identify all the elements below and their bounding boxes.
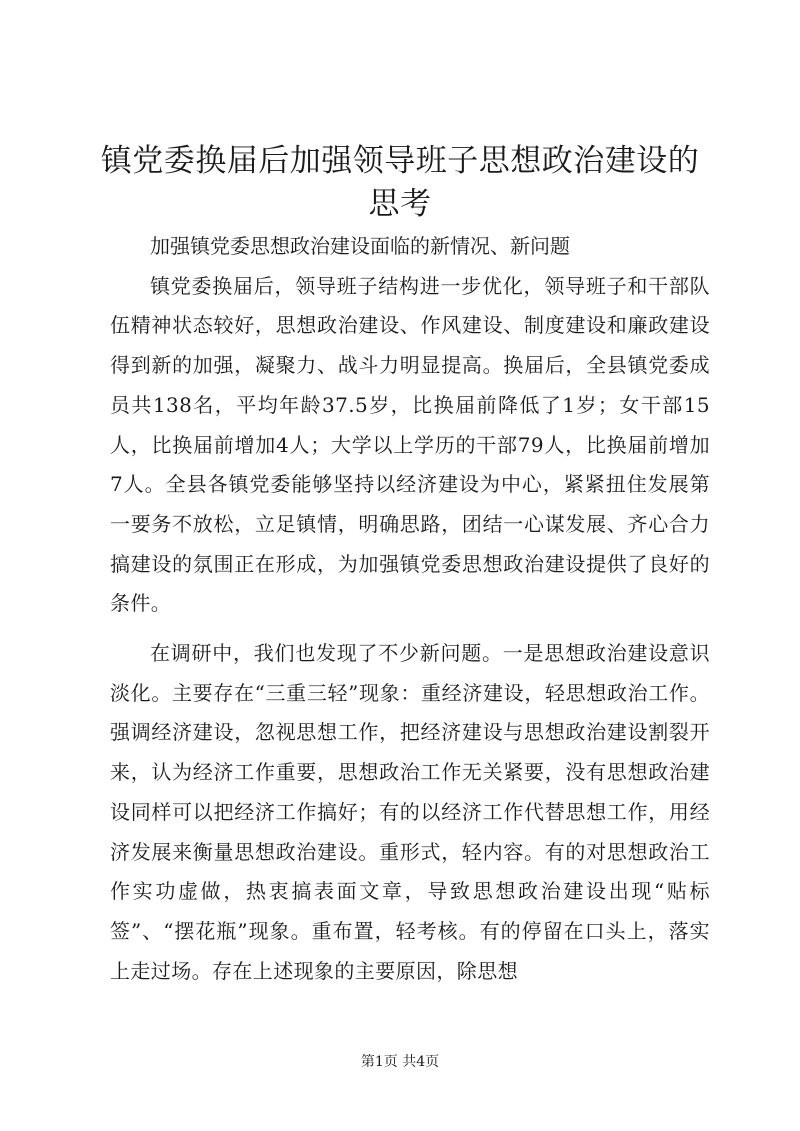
page-indicator: 第1页 共4页 [360, 1054, 440, 1070]
body-paragraph: 在调研中，我们也发现了不少新问题。一是思想政治建设意识淡化。主要存在“三重三轻”现象：重经济建设，轻思想政治工作。强调经济建设，忽视思想工作，把经济建设与思想政治建设割裂开来，认为经济工作重要，思想政治工作无关紧要，没有思想政治建设同样可以把经济工作搞好；有的以经济工作代替思想工作，用经济发展来衡量思想政治建设。重形式，轻内容。有的对思想政治工作实功虚做，热衷搞表面文章，导致思想政治建设出现“贴标签”、“摆花瓶”现象。重布置，轻考核。有的停留在口头上，落实上走过场。存在上述现象的主要原因，除思想 [110, 641, 710, 983]
document-title: 镇党委换届后加强领导班子思想政治建设的思考 [100, 143, 700, 222]
document-body [110, 227, 710, 991]
section-subheading: 加强镇党委思想政治建设面临的新情况、新问题 [150, 234, 570, 258]
page-footer [0, 1052, 800, 1072]
body-paragraph: 镇党委换届后，领导班子结构进一步优化，领导班子和干部队伍精神状态较好，思想政治建设、作风建设、制度建设和廉政建设得到新的加强，凝聚力、战斗力明显提高。换届后，全县镇党委成员共138名，平均年龄37.5岁，比换届前降低了1岁；女干部15人，比换届前增加4人；大学以上学历的干部79人，比换届前增加7人。全县各镇党委能够坚持以经济建设为中心，紧紧扭住发展第一要务不放松，立足镇情，明确思路，团结一心谋发展、齐心合力搞建设的氛围正在形成，为加强镇党委思想政治建设提供了良好的条件。 [110, 273, 710, 616]
